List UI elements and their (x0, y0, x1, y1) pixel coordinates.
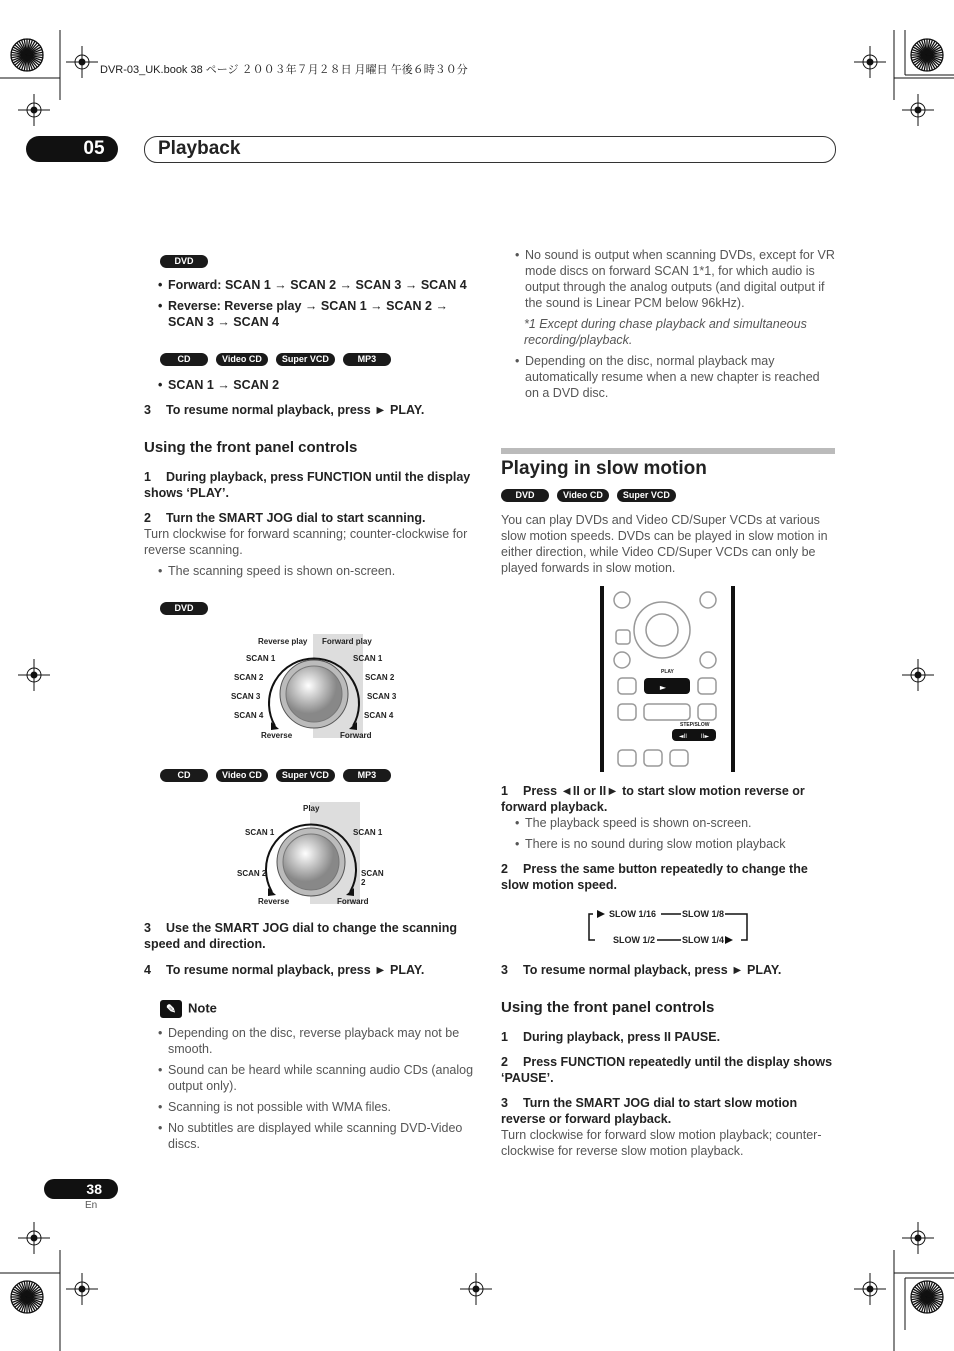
page-number-badge: 38 (44, 1179, 118, 1199)
cd-tag-2: CD (160, 769, 208, 782)
slow-motion-intro: You can play DVDs and Video CD/Super VCDs at various slow motion speeds. DVDs can be played in slow motion in either direction, while Video CD/Super VCDs can only be played forwards in slow motion. (501, 513, 828, 575)
label-rev-scan2: SCAN 2 (234, 673, 264, 682)
front-panel-heading-right: Using the front panel controls (501, 999, 715, 1016)
jog-dial-graphic-2 (230, 800, 390, 910)
dvd-tag: DVD (160, 255, 208, 268)
chapter-title: Playback (158, 138, 241, 159)
scan-speed-note: • The scanning speed is shown on-screen. (154, 563, 484, 579)
fp-step-2-desc: Turn clockwise for forward scanning; counter-clockwise for reverse scanning. (144, 527, 468, 557)
video-cd-tag-3: Video CD (557, 489, 609, 502)
video-cd-tag-2: Video CD (216, 769, 268, 782)
label-fwd-scan4: SCAN 4 (364, 711, 394, 720)
resume-step-3: 3 To resume normal playback, press ► PLAY. (144, 403, 425, 417)
mp3-tag: MP3 (343, 353, 391, 366)
slow-1-16: SLOW 1/16 (609, 909, 657, 919)
label-play: Play (303, 804, 320, 813)
note-pencil-icon: ✎ (160, 1000, 182, 1018)
slow-fp-step-2: 2 Press FUNCTION repeatedly until the display shows ‘PAUSE’. (501, 1055, 833, 1085)
section-divider (501, 448, 835, 454)
label2-rev-scan2: SCAN 2 (237, 869, 267, 878)
label-rev-scan3: SCAN 3 (231, 692, 261, 701)
label2-fwd-scan1: SCAN 1 (353, 828, 383, 837)
mp3-tag-2: MP3 (343, 769, 391, 782)
front-panel-heading-left: Using the front panel controls (144, 439, 358, 456)
label-fwd-scan1: SCAN 1 (353, 654, 383, 663)
scan-list-dvd (154, 277, 484, 330)
label-rev-scan4: SCAN 4 (234, 711, 264, 720)
remote-step-slow-label: STEP/SLOW (680, 722, 710, 728)
svg-text:►: ► (659, 683, 667, 692)
slow-1-8: SLOW 1/8 (682, 909, 725, 919)
step-3-change-speed: 3 Use the SMART JOG dial to change the scanning speed and direction. (144, 921, 458, 951)
note-item: • No subtitles are displayed while scanning DVD-Video discs. (154, 1120, 484, 1152)
chapter-title-bar (144, 136, 836, 163)
slow-step-1: 1 Press ◄II or II► to start slow motion reverse or forward playback. (501, 784, 805, 814)
cd-tag: CD (160, 353, 208, 366)
dvd-tag-2: DVD (160, 602, 208, 615)
note-heading: ✎ Note (160, 1000, 217, 1018)
print-header: DVR-03_UK.book 38 ページ ２００３年７月２８日 月曜日 午後６時３０分 (100, 64, 468, 76)
scan-forward-item: • Forward: SCAN 1 → SCAN 2 → SCAN 3 → SCAN 4 (154, 277, 484, 293)
no-sound-note: • No sound is output when scanning DVDs, except for VR mode discs on forward SCAN 1*1, for which audio is output through the analog outputs (and digital output if the sound is Linear PCM below 96kHz). (511, 247, 836, 311)
svg-text:II►: II► (700, 733, 710, 740)
slow-step-3: 3 To resume normal playback, press ► PLAY. (501, 963, 782, 977)
step-4-resume: 4 To resume normal playback, press ► PLAY. (144, 963, 425, 977)
jog-dial-graphic (225, 634, 405, 746)
label-forward: Forward (340, 731, 372, 740)
label2-reverse: Reverse (258, 897, 290, 906)
slow-step-2: 2 Press the same button repeatedly to change the slow motion speed. (501, 862, 808, 892)
remote-play-label: PLAY (661, 669, 674, 675)
slow-fp-step-1: 1 During playback, press II PAUSE. (501, 1030, 721, 1044)
label2-fwd-scan2: SCAN 2 (361, 869, 384, 887)
slow-1-2: SLOW 1/2 (613, 935, 656, 945)
label-fwd-scan3: SCAN 3 (367, 692, 397, 701)
super-vcd-tag-3: Super VCD (617, 489, 676, 502)
slow-fp-step-3-desc: Turn clockwise for forward slow motion playback; counter-clockwise for reverse slow motion playback. (501, 1128, 822, 1158)
label-reverse-play: Reverse play (258, 637, 308, 646)
footnote: *1 Except during chase playback and simultaneous recording/playback. (524, 317, 807, 347)
super-vcd-tag-2: Super VCD (276, 769, 335, 782)
notes-list (154, 1025, 484, 1152)
label2-rev-scan1: SCAN 1 (245, 828, 275, 837)
slow-step-1-note: • The playback speed is shown on-screen. (511, 815, 835, 831)
label-fwd-scan2: SCAN 2 (365, 673, 395, 682)
slow-fp-step-3: 3 Turn the SMART JOG dial to start slow motion reverse or forward playback. (501, 1096, 798, 1126)
fp-step-2: 2 Turn the SMART JOG dial to start scanning. (144, 511, 426, 525)
jog-dial-diagram-cd (230, 800, 390, 910)
video-cd-tag: Video CD (216, 353, 268, 366)
label-rev-scan1: SCAN 1 (246, 654, 276, 663)
slow-step-1-note: • There is no sound during slow motion playback (511, 836, 835, 852)
jog-dial-diagram-dvd (225, 634, 405, 746)
slow-speed-cycle-diagram (587, 910, 749, 944)
scan-reverse-item: • Reverse: Reverse play → SCAN 1 → SCAN 2 → SCAN 3 → SCAN 4 (154, 298, 484, 330)
remote-control-illustration (600, 586, 736, 772)
slow-1-4: SLOW 1/4 (682, 935, 725, 945)
cd-tag-row (160, 353, 391, 366)
super-vcd-tag: Super VCD (276, 353, 335, 366)
note-item: • Sound can be heard while scanning audio CDs (analog output only). (154, 1062, 484, 1094)
slow-motion-title: Playing in slow motion (501, 458, 707, 479)
label-reverse: Reverse (261, 731, 293, 740)
label2-forward: Forward (337, 897, 369, 906)
fp-step-1: 1 During playback, press FUNCTION until the display shows ‘PLAY’. (144, 470, 471, 500)
dvd-tag-row (160, 255, 208, 268)
scan-cd-item: • SCAN 1 → SCAN 2 (154, 377, 484, 393)
label-forward-play: Forward play (322, 637, 372, 646)
note-item: • Depending on the disc, reverse playback may not be smooth. (154, 1025, 484, 1057)
auto-resume-note: • Depending on the disc, normal playback may automatically resume when a new chapter is reached on a DVD disc. (511, 353, 836, 401)
note-item: • Scanning is not possible with WMA files. (154, 1099, 484, 1115)
page-language: En (85, 1200, 98, 1211)
dvd-tag-3: DVD (501, 489, 549, 502)
chapter-number-badge: 05 (26, 136, 118, 162)
svg-text:◄II: ◄II (678, 733, 688, 740)
